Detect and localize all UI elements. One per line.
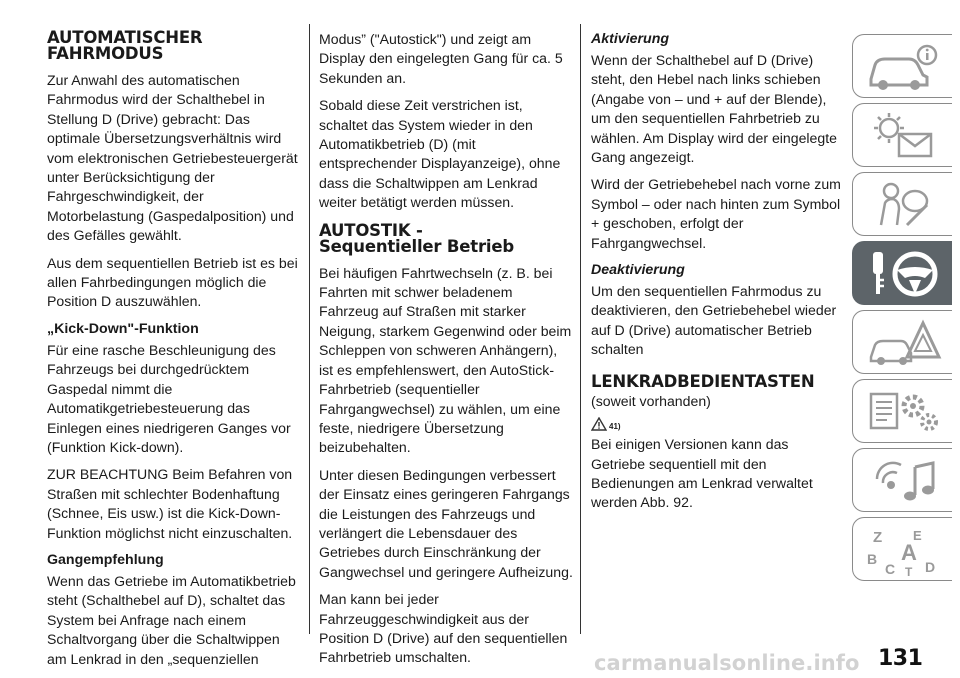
steering-wheel-key-icon (861, 248, 945, 300)
safety-airbag-icon (861, 179, 945, 231)
section-heading-autostik (319, 220, 573, 256)
svg-text:B: B (867, 551, 878, 567)
warning-reference-number: 41) (609, 422, 621, 432)
maintenance-gears-icon (861, 386, 945, 438)
paragraph: Für eine rasche Beschleunigung des Fahrzeugs bei durchgedrücktem Gaspedal nimmt die Automatikgetriebesteuerung das Einlegen eines niedrigeren Ganges vor (Funktion Kick-down). (47, 341, 291, 455)
tab-safety[interactable] (852, 172, 952, 236)
paragraph: Unter diesen Bedingungen verbessert der Einsatz eines geringeren Fahrgangs die Leistungen des Fahrzeugs und verlängert die Lebensdauer des Getriebes durch Einschränkung der Gangwechsel und geringere Aufheizung. (319, 466, 573, 580)
column-divider (580, 24, 581, 634)
subheading-gangempfehlung: Gangempfehlung (47, 551, 164, 568)
subheading-aktivierung: Aktivierung (591, 31, 670, 47)
tab-warning-lights[interactable] (852, 103, 952, 167)
tab-car-info[interactable] (852, 34, 952, 98)
alphabet-index-icon (861, 524, 945, 576)
subheading-deaktivierung: Deaktivierung (591, 262, 685, 279)
svg-text:D: D (925, 559, 936, 575)
svg-text:T: T (905, 565, 913, 576)
section-subtitle: (soweit vorhanden) (591, 392, 711, 409)
svg-text:C: C (885, 561, 896, 576)
warning-lights-icon (861, 110, 945, 162)
tab-multimedia[interactable] (852, 448, 952, 512)
warning-reference (591, 413, 843, 431)
page-number: 131 (878, 646, 923, 671)
paragraph: Wird der Getriebehebel nach vorne zum Symbol – oder nach hinten zum Symbol + geschoben, erfolgt der Fahrgangwechsel. (591, 176, 841, 251)
multimedia-icon (861, 455, 945, 507)
paragraph: ZUR BEACHTUNG Beim Befahren von Straßen mit schlechter Bodenhaftung (Schnee, Eis usw.) ist die Kick-Down-Funktion möglichst nicht einzuschalten. (47, 466, 293, 541)
svg-text:Z: Z (873, 529, 883, 546)
tab-emergency[interactable] (852, 310, 952, 374)
heading-line: Sequentieller Betrieb (319, 236, 514, 256)
paragraph: Bei häufigen Fahrtwechseln (z. B. bei Fahrten mit schwer beladenem Fahrzeug auf Straßen mit starker Neigung, starkem Gegenwind oder beim Schleppen von schweren Anhängern), ist es empfehlenswert, den AutoStick-Fahrbetrieb (sequentieller Fahrgangwechsel) zu wählen, um eine feste, niedrigere Übersetzung beizubehalten. (319, 264, 572, 456)
tab-maintenance[interactable] (852, 379, 952, 443)
warning-triangle-icon (591, 417, 607, 431)
section-heading-automatischer-fahrmodus (47, 30, 301, 62)
heading-line: AUTOSTIK - (319, 220, 423, 240)
tab-index[interactable] (852, 517, 952, 581)
paragraph: Zur Anwahl des automatischen Fahrmodus wird der Schalthebel in Stellung D (Drive) gebracht: Das optimale Übersetzungsverhältnis wird vom elektronischen Getriebesteuergerät unter Berücksichtigung der Fahrgeschwindigkeit, der Motorbelastung (Gaspedalposition) und des Gefälles gewählt. (47, 72, 298, 244)
tab-starting-driving[interactable] (852, 241, 952, 305)
section-heading-lenkradbedientasten: LENKRADBEDIENTASTEN (591, 371, 815, 391)
paragraph: Um den sequentiellen Fahrmodus zu deaktivieren, den Getriebehebel wieder auf D (Drive) automatischer Betrieb schalten (591, 283, 837, 358)
subheading-kick-down: „Kick-Down"-Funktion (47, 320, 199, 337)
paragraph: Modus” ("Autostick") und zeigt am Display den eingelegten Gang für ca. 5 Sekunden an. (319, 31, 563, 86)
paragraph: Sobald diese Zeit verstrichen ist, schaltet das System wieder in den Automatikbetrieb (D) (mit entsprechender Displayanzeige), ohne dass die Schaltwippen am Lenkrad weiter betätigt werden müssen. (319, 97, 561, 211)
svg-text:A: A (901, 540, 917, 565)
paragraph: Wenn der Schalthebel auf D (Drive) steht, den Hebel nach links schieben (Angabe von – und + auf der Blende), um den sequentiellen Fahrbetrieb zu wählen. Am Display wird der eingelegte Gang angezeigt. (591, 52, 837, 166)
paragraph: Aus dem sequentiellen Betrieb ist es bei allen Fahrbedingungen möglich die Position D auszuwählen. (47, 254, 298, 310)
column-divider (309, 24, 310, 634)
emergency-triangle-icon (861, 317, 945, 369)
column-left (47, 30, 301, 677)
heading-line: FAHRMODUS (47, 44, 164, 63)
paragraph: Bei einigen Versionen kann das Getriebe sequentiell mit den Bedienungen am Lenkrad verwaltet werden Abb. 92. (591, 436, 813, 511)
watermark: carmanualsonline.info (594, 651, 860, 675)
column-right (591, 30, 843, 521)
paragraph: Man kann bei jeder Fahrzeuggeschwindigkeit aus der Position D (Drive) auf den sequentiellen Fahrbetrieb umschalten. (319, 591, 568, 666)
column-middle (319, 30, 573, 676)
heading-line: AUTOMATISCHER (47, 28, 203, 47)
paragraph: Wenn das Getriebe im Automatikbetrieb steht (Schalthebel auf D), schaltet das System bei Anfrage nach einem Schaltvorgang über die Schaltwippen am Lenkrad in den „sequenziellen (47, 572, 296, 667)
chapter-tabs (852, 34, 954, 586)
car-info-icon (861, 41, 945, 93)
svg-text:E: E (913, 528, 922, 543)
